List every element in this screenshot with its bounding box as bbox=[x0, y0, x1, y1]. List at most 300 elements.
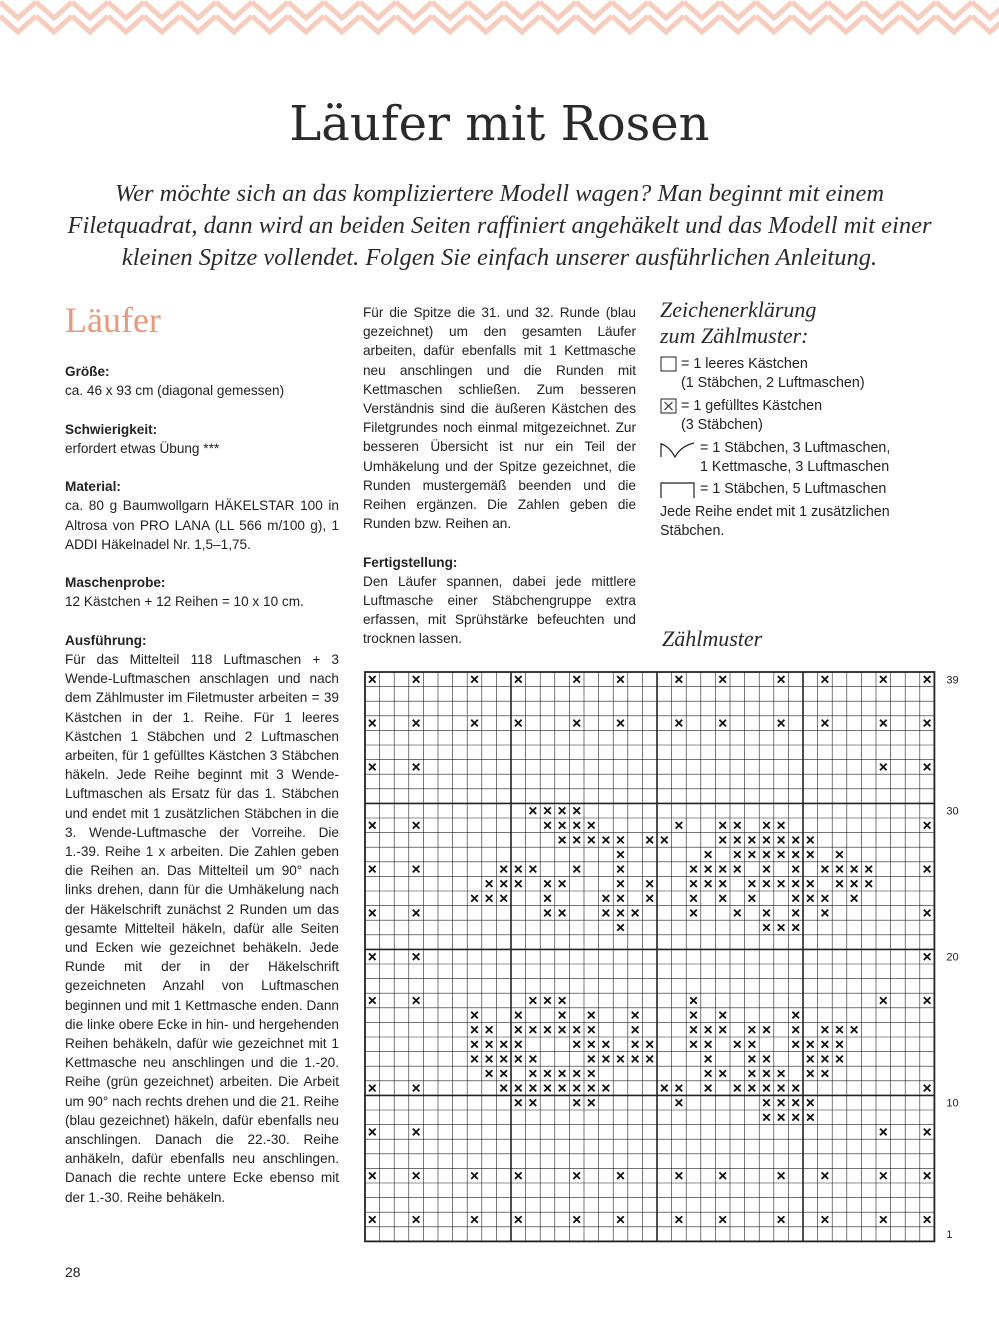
filled-cell bbox=[822, 1172, 829, 1179]
filled-cell bbox=[588, 1099, 595, 1106]
filled-cell bbox=[792, 1026, 799, 1033]
filled-cell bbox=[690, 1041, 697, 1048]
filled-cell bbox=[632, 1012, 639, 1019]
filled-cell bbox=[719, 1012, 726, 1019]
filled-cell bbox=[705, 1026, 712, 1033]
finishing-block bbox=[363, 553, 636, 649]
filled-cell bbox=[369, 1085, 376, 1092]
filled-cell bbox=[836, 1026, 843, 1033]
filled-cell bbox=[617, 851, 624, 858]
material-block bbox=[65, 477, 339, 554]
edging-text: Für die Spitze die 31. und 32. Runde (blau gezeichnet) um den gesamten Läufer arbeiten, dafür ebenfalls mit 1 Kettmasche neu anschlingen und die Runden mit Kettmaschen schließen. Zum besseren Verständnis sind die äußeren Kästchen des Filetgrundes noch einmal mitgezeichnet. Zur besseren Übersicht ist nur ein Teil der Umhäkelung und der Spitze gezeichnet, die Runden mustergemäß beenden und die Reihen ergänzen. Die Zahlen geben die Runden bzw. Reihen an. bbox=[363, 305, 636, 532]
filled-cell bbox=[617, 720, 624, 727]
filled-cell bbox=[924, 720, 931, 727]
legend-note: Jede Reihe endet mit 1 zusätzlichen Stäbchen. bbox=[660, 503, 890, 540]
filled-cell bbox=[573, 1216, 580, 1223]
filled-cell bbox=[792, 851, 799, 858]
filled-cell bbox=[705, 1056, 712, 1063]
filled-cell bbox=[851, 880, 858, 887]
filled-cell bbox=[413, 822, 420, 829]
filled-cell bbox=[661, 837, 668, 844]
instructions-block bbox=[65, 631, 339, 1207]
filled-cell bbox=[749, 1070, 756, 1077]
filled-cell bbox=[836, 880, 843, 887]
filled-cell bbox=[807, 1114, 814, 1121]
filled-cell bbox=[880, 1216, 887, 1223]
legend-item-bar bbox=[660, 480, 940, 499]
filled-cell bbox=[369, 910, 376, 917]
filled-cell bbox=[676, 1099, 683, 1106]
filled-cell bbox=[719, 1216, 726, 1223]
filled-cell bbox=[924, 676, 931, 683]
filled-cell bbox=[646, 895, 653, 902]
filled-cell bbox=[865, 866, 872, 873]
instructions-text: Für das Mittelteil 118 Luftmaschen + 3 Wende-Luftmaschen anschlagen und nach dem Zählmuster im Filetmuster arbeiten = 39 Kästchen in der 1. Reihe. Für 1 leeres Kästchen 1 Stäbchen und 2 Luftmaschen arbeiten, für 1 gefülltes Kästchen 3 Stäbchen häkeln. Jede Reihe beginnt mit 3 Wende-Luftmaschen als Ersatz für das 1. Stäbchen und endet mit 1 zusätzlichen Stäbchen in die 3. Wende-Luftmasche der Vorreihe. Die 1.-39. Reihe 1 x arbeiten. Die Zahlen geben die Reihen an. Das Mittelteil um 90° nach links drehen, dann für die Umhäkelung nach der Häkelschrift zunächst 2 Runden um das gesamte Mittelteil häkeln, dafür alle Seiten und Ecken wie gezeichnet behäkeln. Jede Runde mit der in der Häkelschrift gezeichneten Anzahl von Luftmaschen beginnen und mit 1 Kettmasche enden. Dann die linke obere Ecke in hin- und hergehenden Reihen behäkeln, dafür wie gezeichnet mit 1 Kettmasche neu anschlingen und die 1.-20. Reihe (grün gezeichnet) arbeiten. Die Arbeit um 90° nach rechts drehen und die 21. Reihe (blau gezeichnet) häkeln, dafür ebenfalls neu anschlingen. Danach die 22.-30. Reihe anhäkeln, dafür ebenfalls neu anschlingen. Danach die rechte untere Ecke ebenso mit der 1.-30. Reihe behäkeln. bbox=[65, 651, 339, 1205]
filled-cell bbox=[369, 764, 376, 771]
filled-cell bbox=[559, 1070, 566, 1077]
filled-cell bbox=[515, 676, 522, 683]
filled-cell bbox=[719, 1070, 726, 1077]
filled-cell bbox=[880, 1129, 887, 1136]
filled-cell bbox=[690, 866, 697, 873]
filled-cell bbox=[924, 910, 931, 917]
filled-cell bbox=[924, 822, 931, 829]
filled-cell bbox=[924, 764, 931, 771]
filled-cell bbox=[617, 866, 624, 873]
filled-cell bbox=[588, 1041, 595, 1048]
filled-cell bbox=[749, 851, 756, 858]
filled-cell bbox=[822, 1216, 829, 1223]
filled-cell bbox=[530, 1070, 537, 1077]
filled-cell bbox=[369, 997, 376, 1004]
legend-item-text: = 1 Stäbchen, 3 Luftmaschen, 1 Kettmasche, 3 Luftmaschen bbox=[700, 439, 891, 476]
filled-cell bbox=[559, 997, 566, 1004]
filled-cell bbox=[749, 1085, 756, 1092]
filled-cell bbox=[763, 1026, 770, 1033]
filled-cell bbox=[690, 880, 697, 887]
filled-cell bbox=[573, 822, 580, 829]
filled-cell bbox=[661, 1085, 668, 1092]
filled-cell bbox=[646, 1056, 653, 1063]
filled-cell bbox=[676, 720, 683, 727]
filled-cell bbox=[807, 1041, 814, 1048]
filled-cell bbox=[778, 822, 785, 829]
bar-stitch-icon bbox=[660, 481, 696, 499]
filled-cell bbox=[471, 1216, 478, 1223]
gauge-block bbox=[65, 573, 339, 611]
filled-cell bbox=[719, 676, 726, 683]
filled-cell bbox=[471, 1172, 478, 1179]
filled-cell bbox=[792, 1012, 799, 1019]
filled-cell bbox=[763, 1085, 770, 1092]
filled-cell bbox=[413, 676, 420, 683]
filled-cell bbox=[807, 1070, 814, 1077]
filled-cell bbox=[515, 1056, 522, 1063]
filled-cell bbox=[705, 880, 712, 887]
filled-cell bbox=[515, 1041, 522, 1048]
legend-title bbox=[660, 297, 940, 349]
empty-box-icon bbox=[660, 356, 677, 372]
filled-cell bbox=[486, 880, 493, 887]
filled-cell bbox=[676, 1172, 683, 1179]
filled-cell bbox=[734, 866, 741, 873]
legend-item-arc bbox=[660, 439, 940, 478]
filled-cell bbox=[369, 720, 376, 727]
filled-cell bbox=[530, 997, 537, 1004]
legend bbox=[660, 297, 940, 542]
filled-cell bbox=[792, 924, 799, 931]
filled-cell bbox=[763, 880, 770, 887]
filled-cell bbox=[515, 866, 522, 873]
material-text: ca. 80 g Baumwollgarn HÄKELSTAR 100 in Altrosa von PRO LANA (LL 566 m/100 g), 1 ADDI Häkelnadel Nr. 1,5–1,75. bbox=[65, 498, 339, 552]
filled-cell bbox=[778, 851, 785, 858]
filled-cell bbox=[603, 895, 610, 902]
left-column bbox=[65, 300, 339, 1226]
filled-cell bbox=[573, 1070, 580, 1077]
filled-cell bbox=[705, 1041, 712, 1048]
filled-cell bbox=[369, 1129, 376, 1136]
filled-cell bbox=[719, 1172, 726, 1179]
filled-cell bbox=[646, 837, 653, 844]
filled-cell bbox=[369, 953, 376, 960]
filled-cell bbox=[880, 676, 887, 683]
filled-cell bbox=[807, 895, 814, 902]
filled-cell bbox=[690, 1012, 697, 1019]
filled-cell bbox=[690, 997, 697, 1004]
filled-cell bbox=[515, 1085, 522, 1092]
filled-cell bbox=[749, 837, 756, 844]
filled-cell bbox=[500, 1056, 507, 1063]
filled-cell bbox=[369, 1172, 376, 1179]
filled-cell bbox=[573, 1099, 580, 1106]
legend-item-text: = 1 gefülltes Kästchen (3 Stäbchen) bbox=[681, 397, 823, 434]
filled-cell bbox=[763, 910, 770, 917]
filled-cell bbox=[413, 866, 420, 873]
crochet-chart bbox=[360, 665, 960, 1245]
page-title: Läufer mit Rosen bbox=[289, 96, 710, 152]
filled-cell bbox=[880, 720, 887, 727]
filled-cell bbox=[822, 720, 829, 727]
filled-cell bbox=[515, 880, 522, 887]
intro-text: Wer möchte sich an das kompliziertere Modell wagen? Man beginnt mit einem Filetquadrat, dann wird an beiden Seiten raffiniert angehäkelt und das Modell mit einer kleinen Spitze vollendet. Folgen Sie einfach unserer ausführlichen Anleitung. bbox=[67, 180, 932, 271]
filled-cell bbox=[792, 1114, 799, 1121]
filled-cell bbox=[500, 866, 507, 873]
filled-cell bbox=[690, 895, 697, 902]
filled-cell bbox=[530, 1026, 537, 1033]
filled-cell bbox=[778, 1114, 785, 1121]
filled-cell bbox=[705, 1085, 712, 1092]
filled-cell bbox=[646, 880, 653, 887]
filled-cell bbox=[778, 720, 785, 727]
filled-cell bbox=[749, 1056, 756, 1063]
filled-cell bbox=[851, 1026, 858, 1033]
filled-cell bbox=[530, 1085, 537, 1092]
filled-cell bbox=[676, 676, 683, 683]
filled-cell bbox=[486, 1026, 493, 1033]
filled-cell bbox=[471, 720, 478, 727]
filled-cell bbox=[924, 1129, 931, 1136]
filled-cell bbox=[413, 1216, 420, 1223]
filled-cell bbox=[617, 1216, 624, 1223]
filled-cell bbox=[413, 997, 420, 1004]
filled-cell bbox=[573, 676, 580, 683]
filled-cell bbox=[588, 1026, 595, 1033]
gauge-heading: Maschenprobe: bbox=[65, 575, 166, 591]
filled-cell bbox=[617, 880, 624, 887]
filled-cell bbox=[544, 997, 551, 1004]
filled-cell bbox=[588, 822, 595, 829]
filled-cell bbox=[413, 910, 420, 917]
filled-box-icon bbox=[660, 398, 677, 414]
row-label: 39 bbox=[946, 674, 959, 687]
gauge-text: 12 Kästchen + 12 Reihen = 10 x 10 cm. bbox=[65, 594, 304, 610]
difficulty-block bbox=[65, 420, 339, 458]
filled-cell bbox=[705, 851, 712, 858]
filled-cell bbox=[851, 895, 858, 902]
size-block bbox=[65, 362, 339, 400]
filled-cell bbox=[924, 866, 931, 873]
filled-cell bbox=[792, 910, 799, 917]
filled-cell bbox=[734, 822, 741, 829]
filled-cell bbox=[617, 910, 624, 917]
filled-cell bbox=[632, 1026, 639, 1033]
filled-cell bbox=[763, 851, 770, 858]
filled-cell bbox=[515, 1026, 522, 1033]
section-heading: Läufer bbox=[65, 300, 161, 340]
filled-cell bbox=[792, 866, 799, 873]
filled-cell bbox=[573, 1172, 580, 1179]
filled-cell bbox=[924, 953, 931, 960]
filled-cell bbox=[822, 910, 829, 917]
filled-cell bbox=[486, 1070, 493, 1077]
filled-cell bbox=[792, 880, 799, 887]
arc-stitch-icon bbox=[660, 440, 696, 458]
filled-cell bbox=[807, 1056, 814, 1063]
filled-cell bbox=[822, 866, 829, 873]
filled-cell bbox=[530, 807, 537, 814]
filled-cell bbox=[471, 1056, 478, 1063]
filled-cell bbox=[500, 1070, 507, 1077]
filled-cell bbox=[763, 866, 770, 873]
filled-cell bbox=[763, 822, 770, 829]
filled-cell bbox=[822, 895, 829, 902]
filled-cell bbox=[559, 1026, 566, 1033]
filled-cell bbox=[515, 720, 522, 727]
filled-cell bbox=[559, 880, 566, 887]
filled-cell bbox=[807, 1099, 814, 1106]
filled-cell bbox=[369, 1216, 376, 1223]
filled-cell bbox=[603, 1041, 610, 1048]
chart-title: Zählmuster bbox=[662, 626, 763, 651]
filled-cell bbox=[559, 837, 566, 844]
filled-cell bbox=[559, 807, 566, 814]
filled-cell bbox=[617, 1172, 624, 1179]
filled-cell bbox=[749, 1026, 756, 1033]
row-label: 10 bbox=[946, 1097, 959, 1110]
filled-cell bbox=[413, 1172, 420, 1179]
edging-block bbox=[363, 303, 636, 533]
filled-cell bbox=[617, 676, 624, 683]
filled-cell bbox=[573, 720, 580, 727]
filled-cell bbox=[413, 720, 420, 727]
filled-cell bbox=[792, 1041, 799, 1048]
filled-cell bbox=[734, 1085, 741, 1092]
filled-cell bbox=[749, 895, 756, 902]
filled-cell bbox=[734, 1041, 741, 1048]
filled-cell bbox=[573, 807, 580, 814]
filled-cell bbox=[822, 1026, 829, 1033]
filled-cell bbox=[924, 997, 931, 1004]
filled-cell bbox=[559, 1085, 566, 1092]
filled-cell bbox=[822, 1070, 829, 1077]
filled-cell bbox=[763, 1099, 770, 1106]
filled-cell bbox=[617, 895, 624, 902]
row-label: 30 bbox=[946, 805, 959, 818]
instructions-heading: Ausführung: bbox=[65, 632, 147, 648]
filled-cell bbox=[924, 1216, 931, 1223]
filled-cell bbox=[822, 1056, 829, 1063]
filled-cell bbox=[530, 866, 537, 873]
filled-cell bbox=[880, 1172, 887, 1179]
filled-cell bbox=[865, 880, 872, 887]
filled-cell bbox=[763, 1114, 770, 1121]
filled-cell bbox=[559, 1012, 566, 1019]
filled-cell bbox=[471, 1026, 478, 1033]
filled-cell bbox=[413, 1085, 420, 1092]
filled-cell bbox=[792, 895, 799, 902]
filled-cell bbox=[705, 866, 712, 873]
filled-cell bbox=[588, 1012, 595, 1019]
filled-cell bbox=[778, 1172, 785, 1179]
filled-cell bbox=[778, 1085, 785, 1092]
filled-cell bbox=[836, 866, 843, 873]
legend-item-filled bbox=[660, 397, 940, 436]
filled-cell bbox=[544, 895, 551, 902]
filled-cell bbox=[807, 880, 814, 887]
filled-cell bbox=[836, 1041, 843, 1048]
finishing-heading: Fertigstellung: bbox=[363, 554, 458, 570]
filled-cell bbox=[763, 1070, 770, 1077]
filled-cell bbox=[763, 837, 770, 844]
filled-cell bbox=[588, 1070, 595, 1077]
filled-cell bbox=[880, 764, 887, 771]
filled-cell bbox=[778, 880, 785, 887]
difficulty-text: erfordert etwas Übung *** bbox=[65, 440, 220, 456]
filled-cell bbox=[924, 1085, 931, 1092]
filled-cell bbox=[413, 764, 420, 771]
material-heading: Material: bbox=[65, 479, 121, 495]
filled-cell bbox=[719, 822, 726, 829]
filled-cell bbox=[705, 1070, 712, 1077]
filled-cell bbox=[369, 866, 376, 873]
filled-cell bbox=[544, 1026, 551, 1033]
filled-cell bbox=[544, 822, 551, 829]
filled-cell bbox=[690, 910, 697, 917]
filled-cell bbox=[763, 924, 770, 931]
filled-cell bbox=[822, 1041, 829, 1048]
filled-cell bbox=[603, 1085, 610, 1092]
filled-cell bbox=[559, 910, 566, 917]
size-heading: Größe: bbox=[65, 364, 110, 379]
filled-cell bbox=[778, 1070, 785, 1077]
filled-cell bbox=[792, 1085, 799, 1092]
filled-cell bbox=[719, 880, 726, 887]
page-number: 28 bbox=[65, 1264, 81, 1280]
filled-cell bbox=[544, 1070, 551, 1077]
filled-cell bbox=[749, 880, 756, 887]
filled-cell bbox=[719, 1026, 726, 1033]
filled-cell bbox=[486, 895, 493, 902]
size-text: ca. 46 x 93 cm (diagonal gemessen) bbox=[65, 383, 285, 399]
filled-cell bbox=[500, 895, 507, 902]
filled-cell bbox=[471, 1041, 478, 1048]
filled-cell bbox=[588, 1056, 595, 1063]
filled-cell bbox=[778, 1216, 785, 1223]
filled-cell bbox=[530, 1056, 537, 1063]
filled-cell bbox=[617, 837, 624, 844]
filled-cell bbox=[646, 1041, 653, 1048]
filled-cell bbox=[573, 1041, 580, 1048]
filled-cell bbox=[851, 866, 858, 873]
filled-cell bbox=[617, 1056, 624, 1063]
difficulty-heading: Schwierigkeit: bbox=[65, 421, 158, 437]
chart-border bbox=[365, 672, 934, 1241]
filled-cell bbox=[559, 822, 566, 829]
filled-cell bbox=[588, 837, 595, 844]
filled-cell bbox=[369, 822, 376, 829]
legend-item-text: = 1 Stäbchen, 5 Luftmaschen bbox=[700, 481, 887, 498]
filled-cell bbox=[836, 1056, 843, 1063]
filled-cell bbox=[530, 1099, 537, 1106]
filled-cell bbox=[544, 807, 551, 814]
filled-cell bbox=[807, 837, 814, 844]
filled-cell bbox=[807, 851, 814, 858]
finishing-text: Den Läufer spannen, dabei jede mittlere Luftmasche einer Stäbchengruppe extra erfassen, mit Sprühstärke befeuchten und trocknen lassen. bbox=[363, 573, 636, 647]
filled-cell bbox=[588, 1085, 595, 1092]
filled-cell bbox=[719, 837, 726, 844]
legend-title-line2: zum Zählmuster: bbox=[660, 323, 809, 348]
filled-cell bbox=[924, 1172, 931, 1179]
filled-cell bbox=[486, 1056, 493, 1063]
legend-item-text: = 1 leeres Kästchen (1 Stäbchen, 2 Luftmaschen) bbox=[681, 356, 865, 392]
filled-cell bbox=[573, 837, 580, 844]
filled-cell bbox=[676, 1085, 683, 1092]
filled-cell bbox=[413, 953, 420, 960]
filled-cell bbox=[734, 910, 741, 917]
filled-cell bbox=[632, 910, 639, 917]
filled-cell bbox=[603, 837, 610, 844]
filled-cell bbox=[515, 1012, 522, 1019]
filled-cell bbox=[836, 851, 843, 858]
filled-cell bbox=[515, 1172, 522, 1179]
filled-cell bbox=[413, 1129, 420, 1136]
filled-cell bbox=[792, 837, 799, 844]
filled-cell bbox=[617, 924, 624, 931]
filled-cell bbox=[676, 1216, 683, 1223]
filled-cell bbox=[719, 895, 726, 902]
filled-cell bbox=[544, 1085, 551, 1092]
filled-cell bbox=[471, 895, 478, 902]
filled-cell bbox=[778, 676, 785, 683]
filled-cell bbox=[734, 851, 741, 858]
filled-cell bbox=[500, 1041, 507, 1048]
filled-cell bbox=[603, 1056, 610, 1063]
filled-cell bbox=[778, 1099, 785, 1106]
filled-cell bbox=[369, 676, 376, 683]
filled-cell bbox=[603, 910, 610, 917]
filled-cell bbox=[734, 837, 741, 844]
filled-cell bbox=[719, 866, 726, 873]
